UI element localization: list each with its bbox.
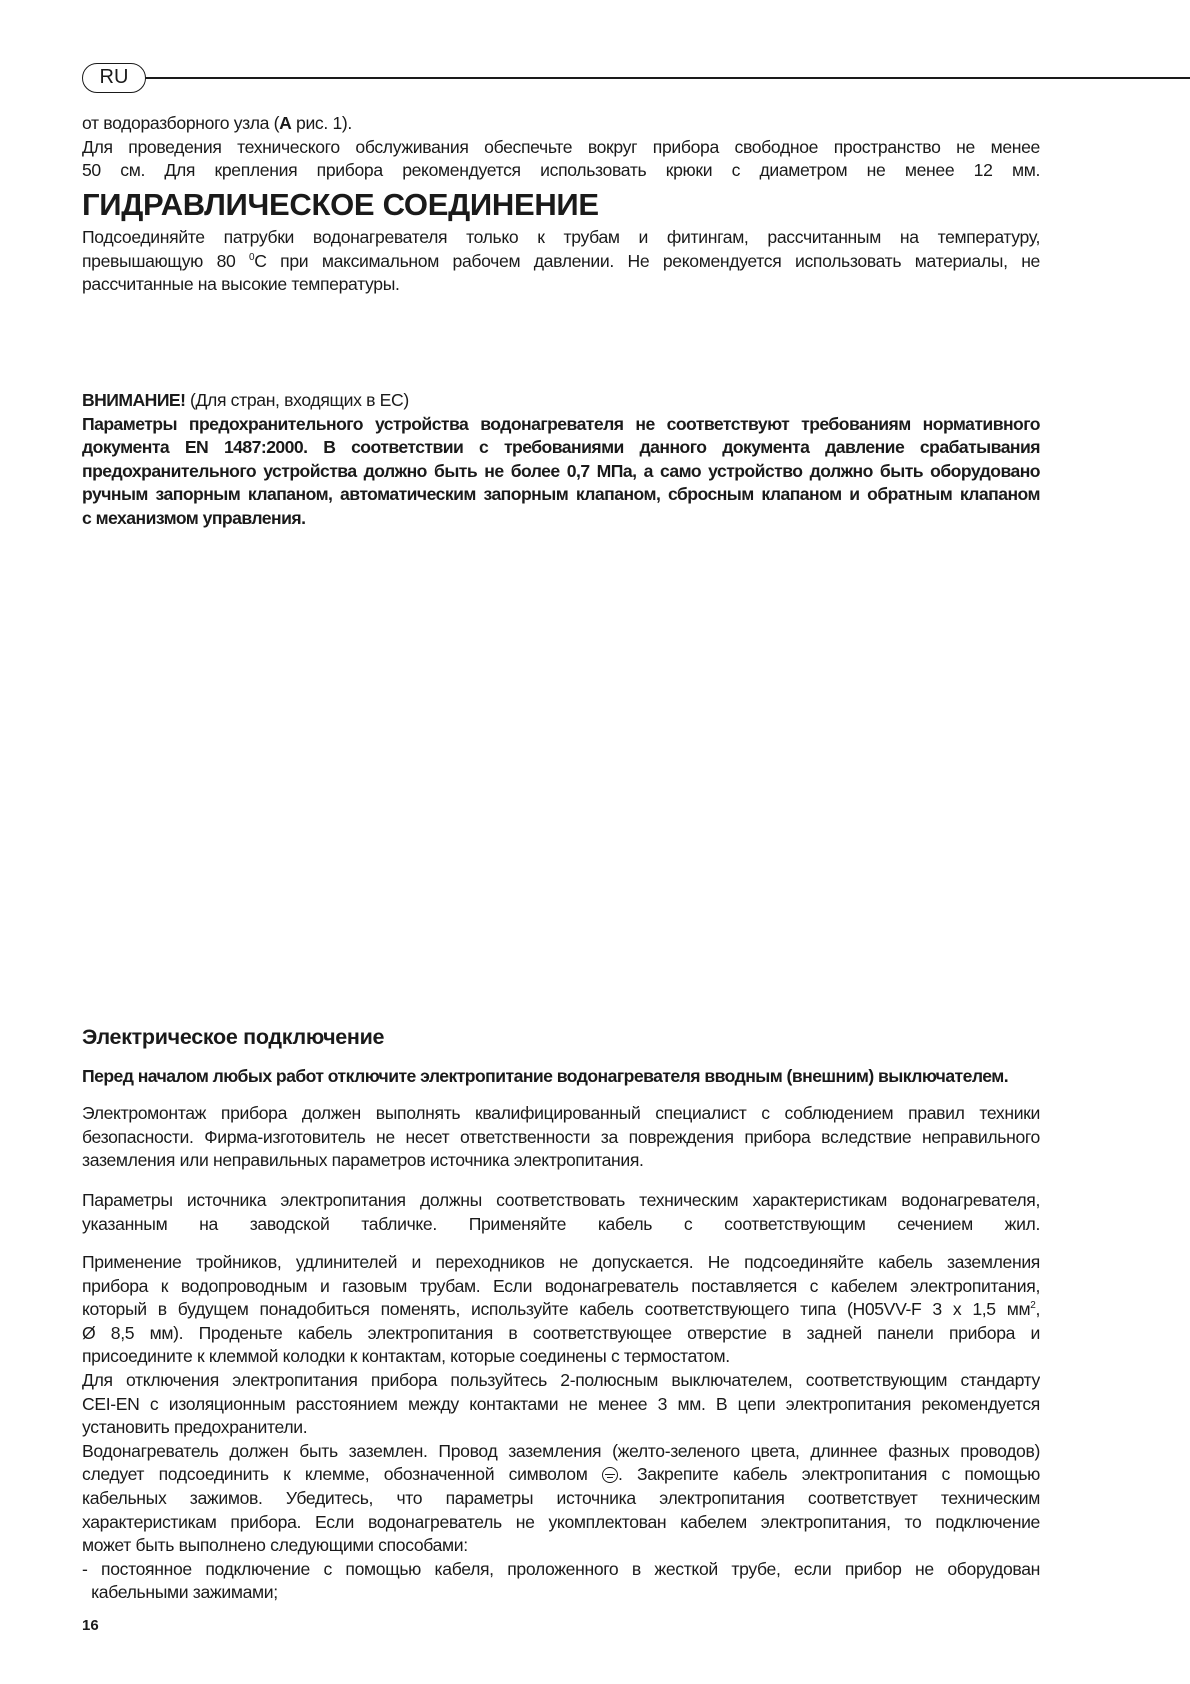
text-line: с механизмом управления. (82, 507, 306, 528)
text-line: характеристикам прибора. Если водонагреватель не укомплектован кабелем электропитания, то подключение (82, 1511, 1040, 1532)
text-span: который в будущем понадобиться поменять, используйте кабель соответствующего типа (H05VV-F 3 x 1,5 мм (82, 1299, 1031, 1320)
text-line (82, 1298, 1040, 1322)
warning-title (82, 389, 1040, 413)
text-line: Электромонтаж прибора должен выполнять квалифицированный специалист с соблюдением правил техники (82, 1103, 1040, 1123)
figure-ref: A (279, 113, 292, 133)
text-span: от водоразборного узла ( (82, 113, 280, 133)
text-span: рис. 1). (291, 113, 352, 133)
list-item: - постоянное подключение с помощью кабеля, проложенного в жесткой трубе, если прибор не оборудован (82, 1558, 1040, 1579)
text-span: С при максимальном рабочем давлении. Не рекомендуется использовать материалы, не (254, 250, 1040, 271)
text-line: ручным запорным клапаном, автоматическим запорным клапаном, сбросным клапаном и обратным клапаном (82, 484, 1040, 505)
section-title-hydraulic: ГИДРАВЛИЧЕСКОЕ СОЕДИНЕНИЕ (82, 187, 599, 222)
electrical-p3 (82, 1251, 1040, 1605)
ground-symbol-icon (602, 1467, 618, 1483)
text-line: указанным на заводской табличке. Применяйте кабель с соответствующим сечением жил. (82, 1213, 1040, 1234)
text-span: следует подсоединить к клемме, обозначенной символом (82, 1464, 602, 1485)
intro-text (82, 112, 1040, 183)
text-line: Применение тройников, удлинителей и переходников не допускается. Не подсоединяйте кабель заземления (82, 1252, 1040, 1272)
text-span: , (1035, 1299, 1040, 1320)
electrical-p2 (82, 1189, 1040, 1236)
text-line (82, 250, 1040, 274)
page-number: 16 (82, 1617, 99, 1634)
text-span: . Закрепите кабель электропитания с помощью (617, 1464, 1040, 1485)
electrical-notice (82, 1065, 1040, 1089)
text-line: CEI-EN с изоляционным расстоянием между контактами не менее 3 мм. В цепи электропитания рекомендуется (82, 1393, 1040, 1414)
section-title-electrical: Электрическое подключение (82, 1025, 385, 1049)
text-line: присоедините к клеммой колодки к контактам, которые соединены с термостатом. (82, 1346, 730, 1367)
text-line: заземления или неправильных параметров источника электропитания. (82, 1150, 644, 1171)
text-line: документа EN 1487:2000. В соответствии с требованиями данного документа давление срабатывания (82, 437, 1040, 458)
text-line (82, 112, 1040, 136)
text-span: (Для стран, входящих в ЕС) (185, 390, 409, 410)
text-line: 50 см. Для крепления прибора рекомендуется использовать крюки с диаметром не менее 12 мм. (82, 160, 1040, 181)
text-line: прибора к водопроводным и газовым трубам. Если водонагреватель поставляется с кабелем электропитания, (82, 1275, 1040, 1296)
text-line: Перед началом любых работ отключите электропитание водонагревателя вводным (внешним) выключателем. (82, 1066, 1009, 1086)
text-line: Параметры источника электропитания должны соответствовать техническим характеристикам водонагревателя, (82, 1190, 1040, 1210)
text-line: кабельных зажимов. Убедитесь, что параметры источника электропитания соответствует техническим (82, 1487, 1040, 1508)
text-line: безопасности. Фирма-изготовитель не несет ответственности за повреждения прибора вследствие неправильного (82, 1126, 1040, 1147)
hydraulic-text (82, 226, 1040, 297)
electrical-p1 (82, 1102, 1040, 1173)
text-line: Подсоединяйте патрубки водонагревателя только к трубам и фитингам, рассчитанным на температуру, (82, 227, 1040, 247)
language-badge: RU (82, 63, 146, 93)
text-line: рассчитанные на высокие температуры. (82, 274, 400, 295)
text-line: может быть выполнено следующими способами: (82, 1535, 468, 1556)
warning-label: ВНИМАНИЕ! (82, 390, 186, 410)
text-line: Для проведения технического обслуживания обеспечьте вокруг прибора свободное пространство не менее (82, 136, 1040, 157)
header-rule (145, 77, 1190, 79)
text-line: Параметры предохранительного устройства водонагревателя не соответствуют требованиям нормативного (82, 413, 1040, 434)
text-line: Водонагреватель должен быть заземлен. Провод заземления (желто-зеленого цвета, длиннее фазных проводов) (82, 1440, 1040, 1461)
superscript: 2 (1030, 1300, 1036, 1312)
text-line (82, 1463, 1040, 1487)
warning-block (82, 389, 1040, 531)
text-line: предохранительного устройства должно быть не более 0,7 МПа, а само устройство должно быть оборудовано (82, 460, 1040, 481)
text-span: превышающую 80 (82, 250, 250, 271)
page-header (82, 63, 1190, 93)
degree-sup: 0 (249, 251, 255, 263)
list-item-continuation: кабельными зажимами; (82, 1582, 278, 1603)
text-line: Ø 8,5 мм). Проденьте кабель электропитания в соответствующее отверстие в задней панели прибора и (82, 1322, 1040, 1343)
text-line: Для отключения электропитания прибора пользуйтесь 2-полюсным выключателем, соответствующим стандарту (82, 1369, 1040, 1390)
text-line: установить предохранители. (82, 1417, 308, 1438)
